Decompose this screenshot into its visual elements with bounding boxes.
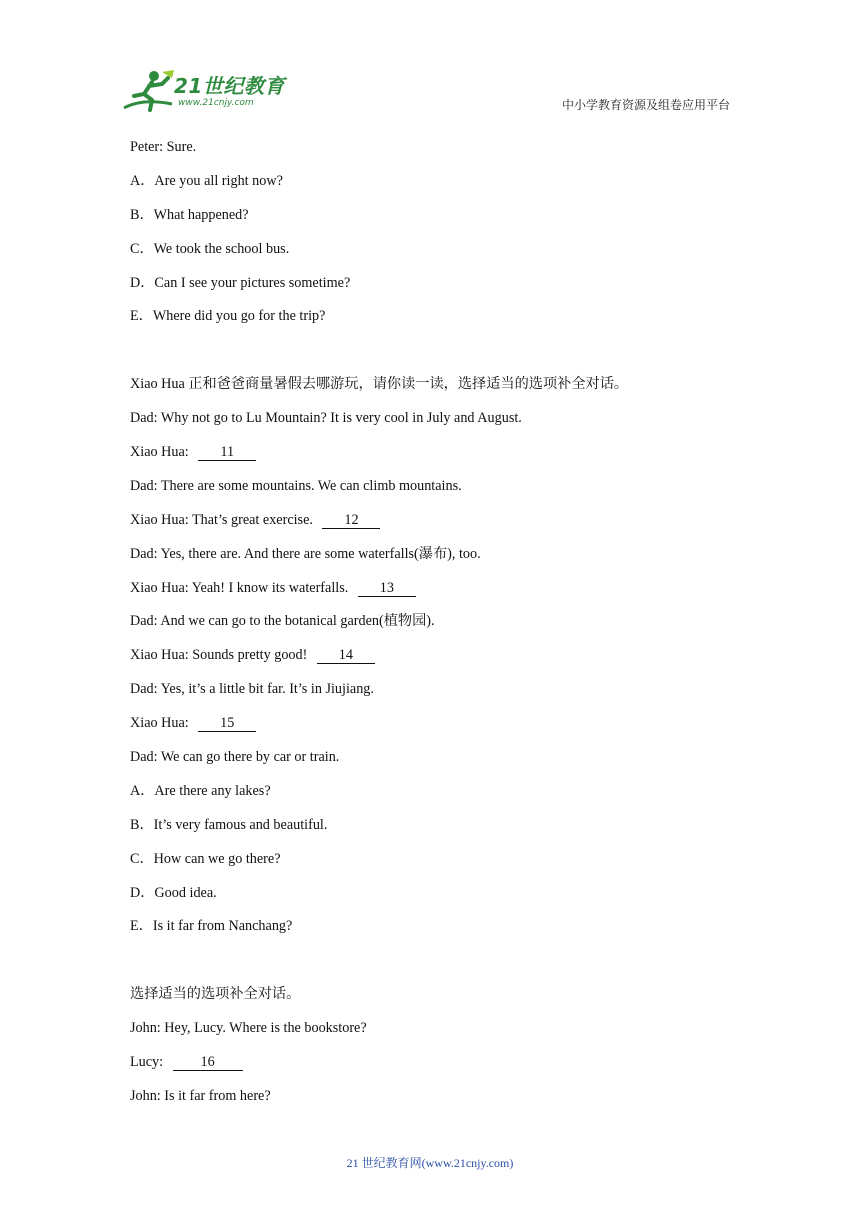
dialogue-line: Dad: Why not go to Lu Mountain? It is very cool in July and August.: [130, 410, 522, 427]
dialogue-line: Dad: And we can go to the botanical garden(植物园).: [130, 613, 435, 630]
dialogue-line: Xiao Hua: Sounds pretty good! 14: [130, 642, 750, 676]
option-e: E．Is it far from Nanchang?: [130, 918, 293, 935]
dialogue-line: Lucy: 16: [130, 1049, 750, 1083]
option-a: A．Are you all right now?: [130, 172, 283, 189]
page-header: [0, 0, 860, 125]
dialogue-line: John: Is it far from here?: [130, 1087, 271, 1104]
dialogue-line: Dad: We can go there by car or train.: [130, 749, 340, 766]
option-d: D．Good idea.: [130, 884, 217, 901]
section-spacer: [130, 947, 750, 981]
runner-logo-icon: [122, 68, 178, 114]
header-slogan: 中小学教育资源及组卷应用平台: [561, 98, 730, 112]
dialogue-line: Xiao Hua: Yeah! I know its waterfalls. 13: [130, 575, 750, 609]
section-instruction: Xiao Hua 正和爸爸商量暑假去哪游玩，请你读一读，选择适当的选项补全对话。: [130, 376, 629, 393]
logo-url: www.21cnjy.com: [178, 98, 254, 108]
answer-blank-15: 15: [198, 715, 256, 732]
logo-text: 21世纪教育: [174, 74, 285, 98]
answer-blank-14: 14: [317, 647, 375, 664]
option-b: B．What happened?: [130, 206, 249, 223]
section-instruction: 选择适当的选项补全对话。: [130, 986, 301, 1003]
dialogue-line: Peter: Sure.: [130, 139, 197, 155]
logo: [122, 68, 292, 116]
option-a: A．Are there any lakes?: [130, 782, 271, 799]
dialogue-line: Dad: Yes, it’s a little bit far. It’s in Jiujiang.: [130, 681, 374, 698]
option-c: C．We took the school bus.: [130, 240, 290, 257]
dialogue-line: Xiao Hua: 11: [130, 439, 750, 473]
dialogue-line: Xiao Hua: That’s great exercise. 12: [130, 507, 750, 541]
dialogue-line: Dad: Yes, there are. And there are some waterfalls(瀑布), too.: [130, 545, 481, 562]
answer-blank-13: 13: [358, 580, 416, 597]
dialogue-line: Dad: There are some mountains. We can climb mountains.: [130, 477, 462, 494]
answer-blank-12: 12: [322, 512, 380, 529]
section-spacer: [130, 337, 750, 371]
option-e: E．Where did you go for the trip?: [130, 308, 326, 325]
dialogue-line: Xiao Hua: 15: [130, 710, 750, 744]
dialogue-line: John: Hey, Lucy. Where is the bookstore?: [130, 1020, 367, 1037]
answer-blank-11: 11: [198, 444, 256, 461]
page-footer: 21 世纪教育网(www.21cnjy.com): [346, 1156, 514, 1170]
option-b: B．It’s very famous and beautiful.: [130, 816, 328, 833]
answer-blank-16: 16: [173, 1054, 243, 1071]
option-d: D．Can I see your pictures sometime?: [130, 274, 351, 291]
document-body: [130, 134, 750, 1117]
option-c: C．How can we go there?: [130, 850, 281, 867]
